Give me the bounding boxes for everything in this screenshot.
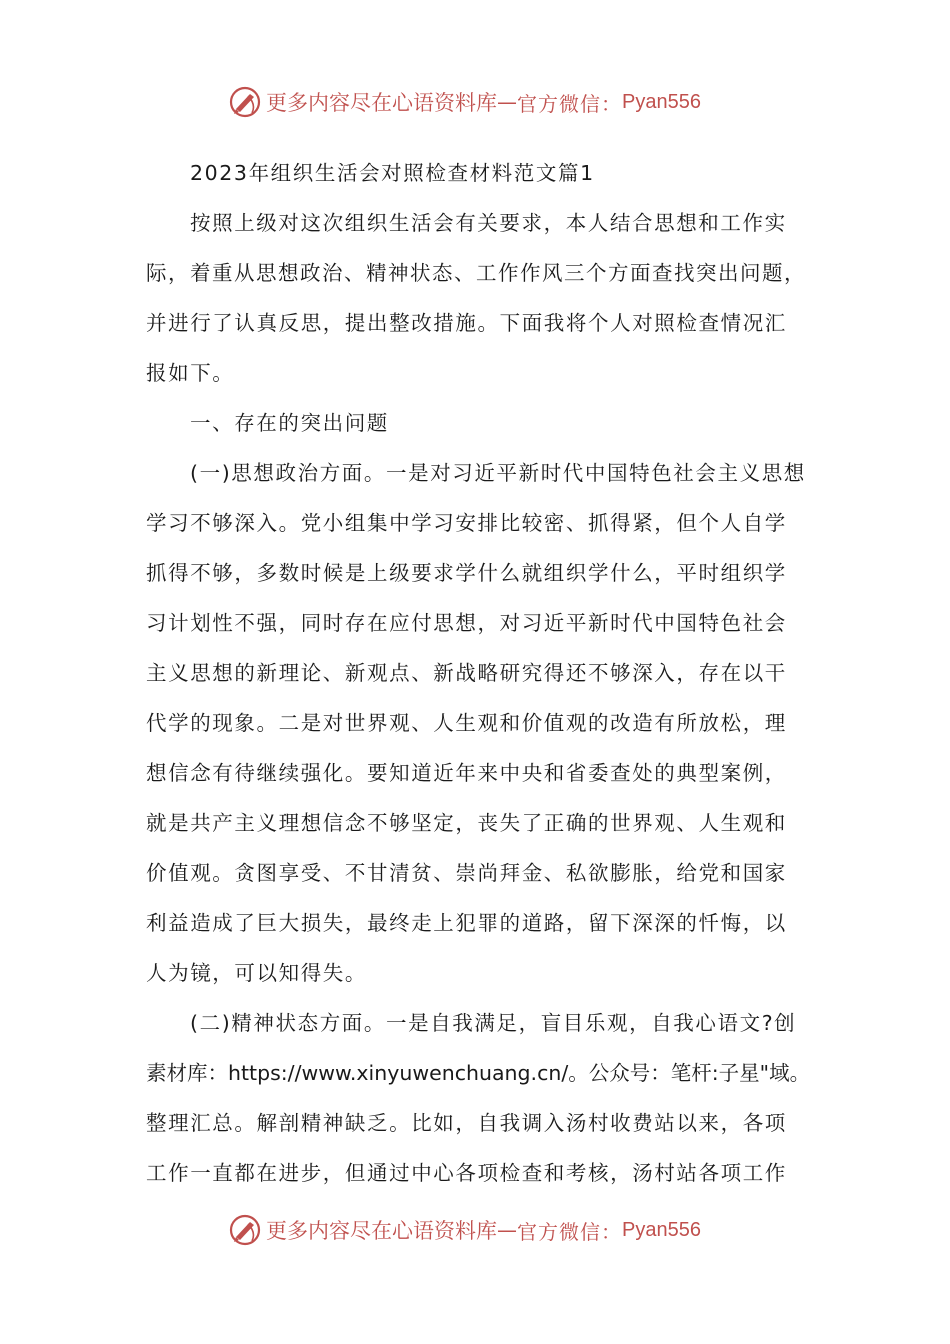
text-line: 人为镜，可以知得失。: [146, 961, 367, 985]
watermark-brand: 更多内容尽在心语资料库: [266, 1219, 497, 1243]
watermark-wechat-id: Pyan556: [622, 90, 701, 113]
pen-logo-icon: [228, 85, 262, 119]
text-line: (二)精神状态方面。一是自我满足，盲目乐观，自我心语文?创: [190, 1011, 797, 1035]
text-line: 想信念有待继续强化。要知道近年来中央和省委查处的典型案例，: [146, 761, 787, 785]
document-title: 2023年组织生活会对照检查材料范文篇1: [190, 161, 595, 185]
pen-logo-icon: [228, 1213, 262, 1247]
watermark-dash: —: [497, 90, 517, 114]
watermark-official: 官方微信：: [517, 91, 622, 116]
text-line: 学习不够深入。党小组集中学习安排比较密、抓得紧，但个人自学: [146, 511, 787, 535]
text-line: 价值观。贪图享受、不甘清贫、崇尚拜金、私欲膨胀，给党和国家: [146, 861, 787, 885]
text-line: 代学的现象。二是对世界观、人生观和价值观的改造有所放松，理: [146, 711, 787, 735]
text-line: (一)思想政治方面。一是对习近平新时代中国特色社会主义思想: [190, 461, 806, 485]
text-line: 利益造成了巨大损失，最终走上犯罪的道路，留下深深的忏悔，以: [146, 911, 787, 935]
section-heading: 一、存在的突出问题: [190, 411, 389, 435]
text-line: 抓得不够，多数时候是上级要求学什么就组织学什么，平时组织学: [146, 561, 787, 585]
text-line: 按照上级对这次组织生活会有关要求，本人结合思想和工作实: [190, 211, 787, 235]
text-line: 报如下。: [146, 361, 235, 385]
watermark-dash: —: [497, 1218, 517, 1242]
text-line: 习计划性不强，同时存在应付思想，对习近平新时代中国特色社会: [146, 611, 787, 635]
footer-watermark: [228, 1210, 701, 1250]
watermark-wechat-id: Pyan556: [622, 1218, 701, 1241]
text-line: 工作一直都在进步，但通过中心各项检查和考核，汤村站各项工作: [146, 1161, 787, 1185]
watermark-brand: 更多内容尽在心语资料库: [266, 91, 497, 115]
text-line: 就是共产主义理想信念不够坚定，丧失了正确的世界观、人生观和: [146, 811, 787, 835]
document-body: [146, 148, 810, 1198]
header-watermark: [228, 82, 701, 122]
text-line: 素材库：https://www.xinyuwenchuang.cn/。公众号：笔杆:子星"域。: [146, 1061, 811, 1085]
watermark-official: 官方微信：: [517, 1219, 622, 1244]
text-line: 整理汇总。解剖精神缺乏。比如，自我调入汤村收费站以来，各项: [146, 1111, 787, 1135]
text-line: 主义思想的新理论、新观点、新战略研究得还不够深入，存在以干: [146, 661, 787, 685]
text-line: 并进行了认真反思，提出整改措施。下面我将个人对照检查情况汇: [146, 311, 787, 335]
text-line: 际，着重从思想政治、精神状态、工作作风三个方面查找突出问题，: [146, 261, 806, 285]
